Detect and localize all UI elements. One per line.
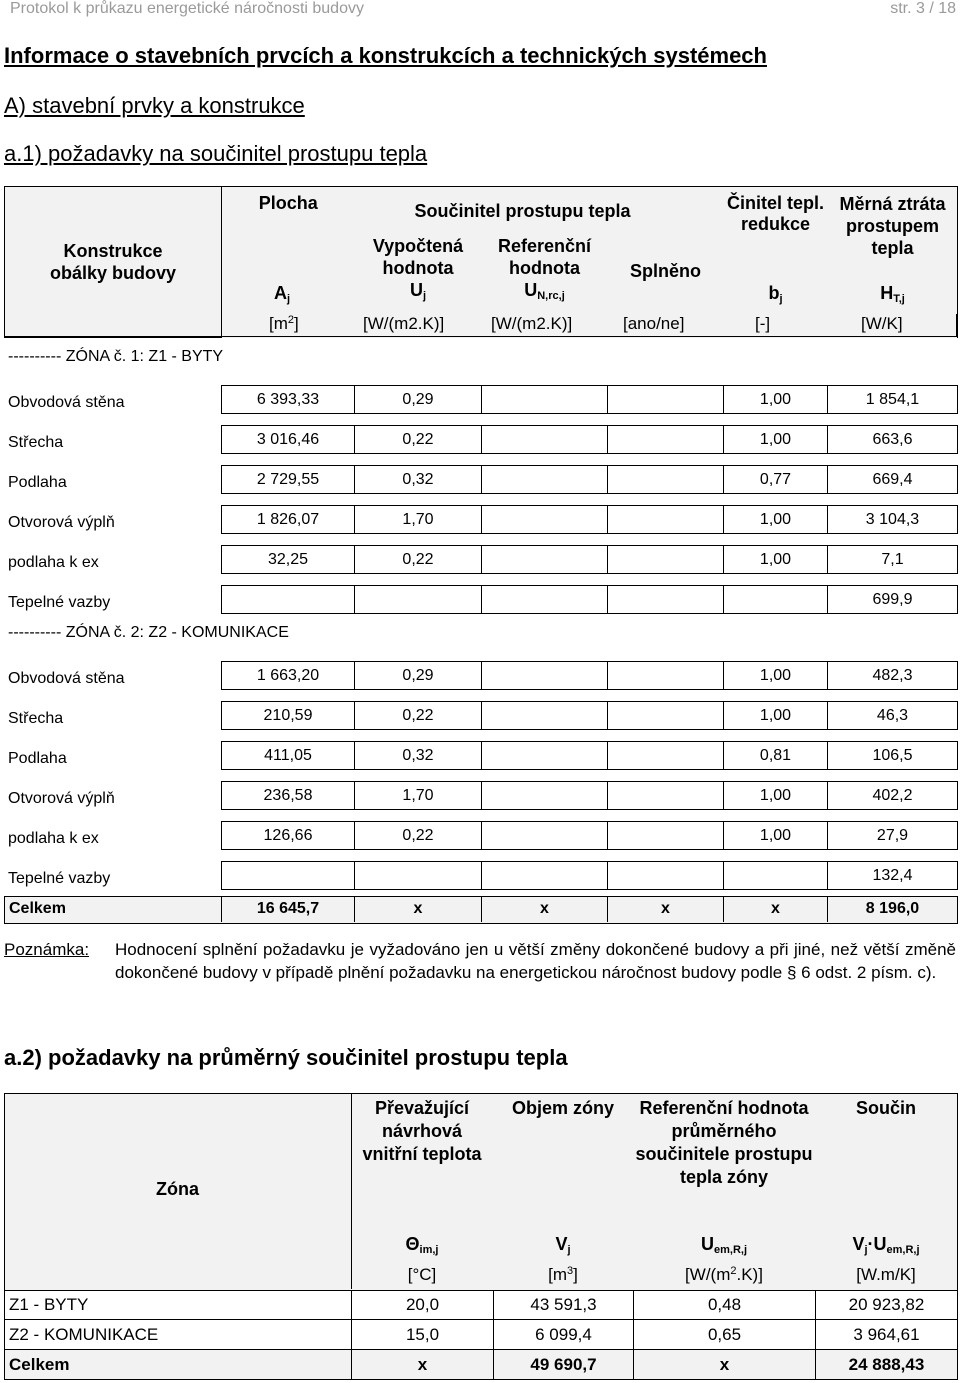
- units-row: $[m^2]$ [W/(m2.K)] [W/(m2.K)] [ano/ne] [-] [W/K]: [221, 314, 957, 336]
- value-cell: 0,22: [354, 701, 482, 730]
- value-cell: 7,1: [827, 545, 958, 574]
- row-name: Střecha: [8, 434, 64, 451]
- value-cell: [481, 821, 608, 850]
- value-cell: 1,00: [723, 505, 828, 534]
- value-cell: 1 854,1: [827, 385, 958, 414]
- value-cell: [354, 585, 482, 614]
- value-cell: 3 104,3: [827, 505, 958, 534]
- zone-label: ---------- ZÓNA č. 2: Z2 - KOMUNIKACE: [8, 624, 289, 641]
- value-cell: 32,25: [221, 545, 355, 574]
- row-value: 49 690,7: [493, 1350, 633, 1379]
- section-a-heading: A) stavební prvky a konstrukce: [4, 93, 305, 118]
- header-bottom-rule: [4, 336, 957, 337]
- value-cell: [481, 465, 608, 494]
- value-cell: 0,32: [354, 741, 482, 770]
- value-cell: 699,9: [827, 585, 958, 614]
- header-soucinitel: Součinitel prostupu tepla Vypočtená hodnota $U_j$ Referenční hodnota $U_{N,rc,j}$ Splněno: [355, 187, 724, 338]
- unit-referencni: $[W/(m^2.K)]$: [685, 1265, 763, 1284]
- row-name: Obvodová stěna: [8, 670, 125, 687]
- header-merna-ztrata: Měrná ztráta prostupem tepla $H_{T,j}$: [828, 187, 958, 338]
- row-zona: Celkem: [9, 1354, 70, 1374]
- row-zona: Z1 - BYTY: [9, 1294, 89, 1314]
- header-zona: Zóna: [156, 1179, 199, 1199]
- value-cell: 1 663,20: [221, 661, 355, 690]
- row-zona: Z2 - KOMUNIKACE: [9, 1324, 159, 1344]
- value-cell: 0,22: [354, 545, 482, 574]
- header-title: Protokol k průkazu energetické náročnosti budovy: [10, 0, 364, 17]
- header-konstrukce: Konstrukce obálky budovy: [5, 187, 222, 338]
- row-name: Otvorová výplň: [8, 514, 115, 531]
- total-label: Celkem: [9, 900, 66, 917]
- note-label: Poznámka:: [4, 940, 90, 959]
- row-value: x: [351, 1350, 493, 1379]
- value-cell: 0,32: [354, 465, 482, 494]
- total-cell: 16 645,7: [221, 896, 354, 922]
- value-cell: [607, 661, 724, 690]
- value-cell: 2 729,55: [221, 465, 355, 494]
- value-cell: [607, 741, 724, 770]
- header-cinitel: Činitel tepl. redukce $b_j$: [724, 187, 828, 338]
- value-cell: [481, 661, 608, 690]
- value-cell: [607, 465, 724, 494]
- row-value: 6 099,4: [493, 1320, 633, 1349]
- value-cell: 0,22: [354, 425, 482, 454]
- value-cell: [607, 585, 724, 614]
- value-cell: 1,00: [723, 545, 828, 574]
- value-cell: [607, 701, 724, 730]
- row-name: podlaha k ex: [8, 554, 99, 571]
- row-name: Otvorová výplň: [8, 790, 115, 807]
- header-referencni: Referenční hodnota průměrného součinitele prostupu tepla zóny: [635, 1098, 813, 1187]
- header-plocha: Plocha $A_j$: [222, 187, 355, 338]
- value-cell: 236,58: [221, 781, 355, 810]
- header-soucin: Součin: [855, 1098, 916, 1118]
- page-title: Informace o stavebních prvcích a konstrukcích a technických systémech: [4, 43, 767, 68]
- value-cell: [481, 781, 608, 810]
- value-cell: [481, 861, 608, 890]
- row-name: Tepelné vazby: [8, 594, 111, 611]
- header-teplota: Převažující návrhová vnitřní teplota: [362, 1098, 482, 1164]
- value-cell: 6 393,33: [221, 385, 355, 414]
- value-cell: 0,77: [723, 465, 828, 494]
- value-cell: 46,3: [827, 701, 958, 730]
- unit-objem: $[m^3]$: [548, 1265, 578, 1284]
- value-cell: [607, 545, 724, 574]
- row-value: 15,0: [351, 1320, 493, 1349]
- row-value: 20,0: [351, 1290, 493, 1319]
- symbol-soucin: $V_j\cdot U_{em,R,j}$: [852, 1234, 920, 1256]
- value-cell: [607, 505, 724, 534]
- symbol-referencni: $U_{em,R,j}$: [700, 1234, 747, 1256]
- section-a2-heading: a.2) požadavky na průměrný součinitel prostupu tepla: [4, 1045, 568, 1070]
- row-value: 3 964,61: [815, 1320, 957, 1349]
- value-cell: 132,4: [827, 861, 958, 890]
- row-value: 43 591,3: [493, 1290, 633, 1319]
- value-cell: [354, 861, 482, 890]
- row-value: x: [633, 1350, 815, 1379]
- total-cell: x: [723, 896, 827, 922]
- value-cell: [481, 701, 608, 730]
- value-cell: 669,4: [827, 465, 958, 494]
- value-cell: 3 016,46: [221, 425, 355, 454]
- value-cell: [481, 585, 608, 614]
- row-value: 0,48: [633, 1290, 815, 1319]
- header-objem: Objem zóny: [511, 1098, 614, 1118]
- row-name: Podlaha: [8, 750, 67, 767]
- value-cell: [481, 505, 608, 534]
- value-cell: 1,00: [723, 781, 828, 810]
- total-cell: 8 196,0: [827, 896, 957, 922]
- value-cell: 1,00: [723, 385, 828, 414]
- value-cell: 1,00: [723, 701, 828, 730]
- symbol-teplota: $\Theta_{im,j}$: [405, 1234, 439, 1256]
- row-name: podlaha k ex: [8, 830, 99, 847]
- row-value: 0,65: [633, 1320, 815, 1349]
- value-cell: 210,59: [221, 701, 355, 730]
- value-cell: [607, 821, 724, 850]
- value-cell: 27,9: [827, 821, 958, 850]
- row-name: Tepelné vazby: [8, 870, 111, 887]
- value-cell: [607, 781, 724, 810]
- value-cell: 126,66: [221, 821, 355, 850]
- page-number: str. 3 / 18: [890, 0, 956, 17]
- row-value: 20 923,82: [815, 1290, 957, 1319]
- value-cell: 0,29: [354, 661, 482, 690]
- row-name: Podlaha: [8, 474, 67, 491]
- value-cell: 1,00: [723, 425, 828, 454]
- value-cell: 663,6: [827, 425, 958, 454]
- value-cell: [481, 385, 608, 414]
- value-cell: [607, 425, 724, 454]
- value-cell: [221, 861, 355, 890]
- value-cell: 411,05: [221, 741, 355, 770]
- page-header: [4, 0, 956, 22]
- zone-label: ---------- ZÓNA č. 1: Z1 - BYTY: [8, 348, 224, 365]
- value-cell: 1 826,07: [221, 505, 355, 534]
- value-cell: 0,81: [723, 741, 828, 770]
- value-cell: 482,3: [827, 661, 958, 690]
- value-cell: [481, 425, 608, 454]
- value-cell: [723, 585, 828, 614]
- value-cell: [607, 385, 724, 414]
- total-cell: x: [354, 896, 481, 922]
- note-text: Hodnocení splnění požadavku je vyžadováno jen u větší změny dokončené budovy a při jiné, než větší změně dokončené budovy v případě plnění požadavku na energetickou náročnost budovy podle § 6 odst. 2 písm. c).: [115, 940, 956, 982]
- total-cell: x: [607, 896, 723, 922]
- value-cell: 106,5: [827, 741, 958, 770]
- value-cell: 1,00: [723, 661, 828, 690]
- value-cell: 1,70: [354, 505, 482, 534]
- value-cell: 1,70: [354, 781, 482, 810]
- symbol-objem: $V_j$: [555, 1234, 571, 1256]
- unit-soucin: [W.m/K]: [856, 1265, 916, 1284]
- row-name: Střecha: [8, 710, 64, 727]
- value-cell: [481, 545, 608, 574]
- section-a1-heading: a.1) požadavky na součinitel prostupu tepla: [4, 141, 428, 166]
- unit-teplota: [°C]: [407, 1265, 437, 1284]
- value-cell: 0,29: [354, 385, 482, 414]
- value-cell: [481, 741, 608, 770]
- total-cell: x: [481, 896, 607, 922]
- value-cell: [607, 861, 724, 890]
- value-cell: 402,2: [827, 781, 958, 810]
- row-value: 24 888,43: [815, 1350, 957, 1379]
- value-cell: [723, 861, 828, 890]
- value-cell: 1,00: [723, 821, 828, 850]
- value-cell: 0,22: [354, 821, 482, 850]
- row-name: Obvodová stěna: [8, 394, 125, 411]
- value-cell: [221, 585, 355, 614]
